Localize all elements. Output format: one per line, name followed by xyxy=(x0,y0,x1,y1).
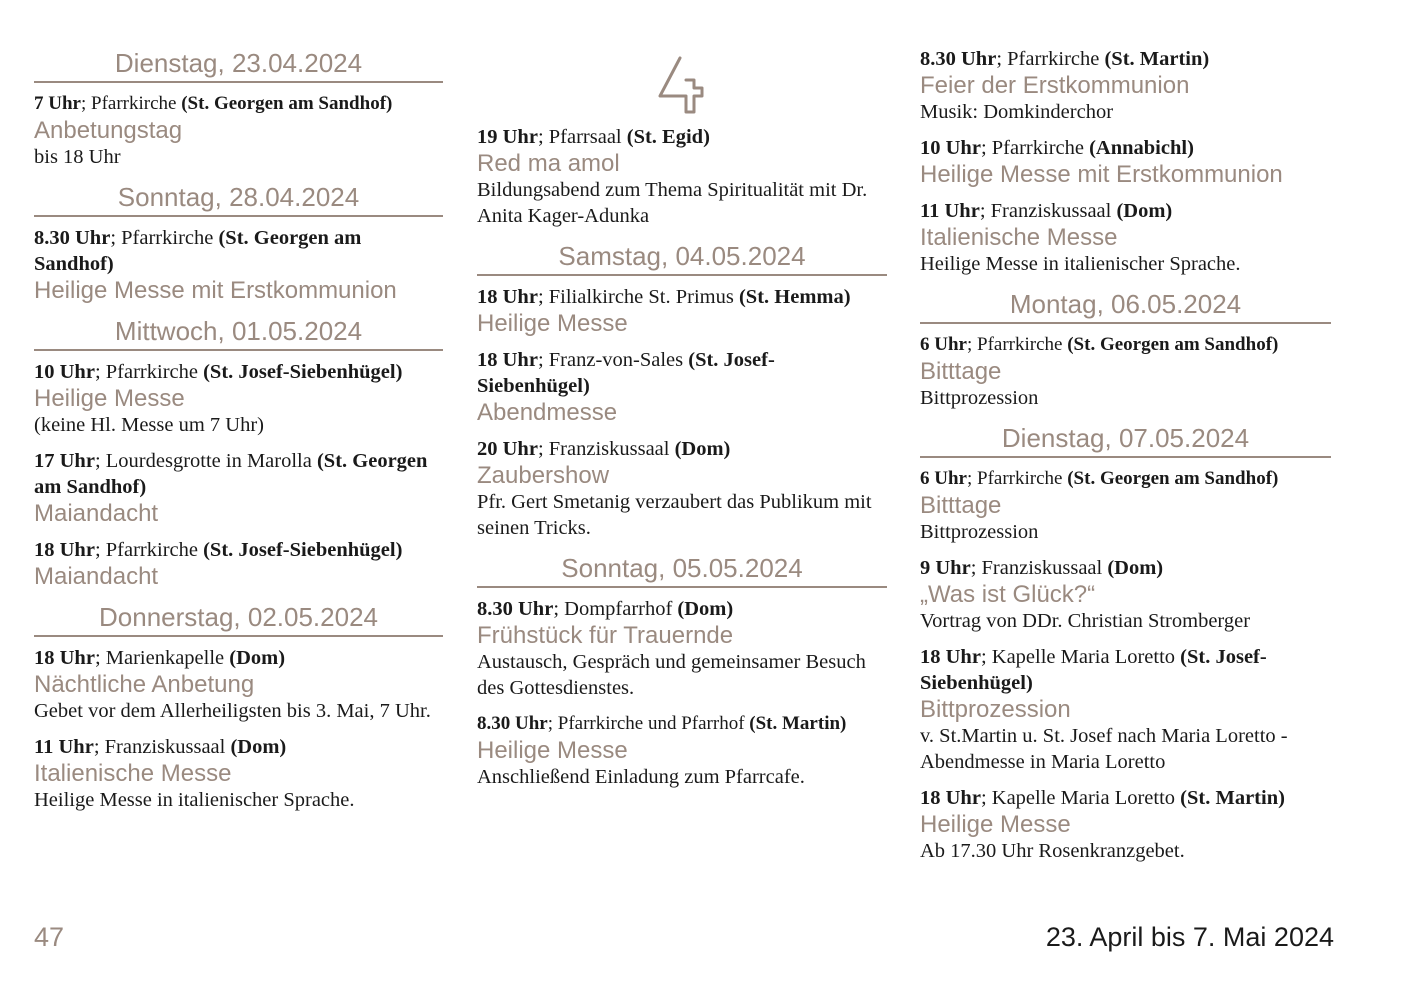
day-block xyxy=(34,180,443,304)
event-entry xyxy=(34,448,443,527)
event-meta xyxy=(920,785,1331,811)
event-place: Pfarrkirche xyxy=(977,468,1068,489)
event-description: Austausch, Gespräch und gemeinsamer Besuch des Gottesdienstes. xyxy=(477,651,866,699)
day-block xyxy=(477,551,887,790)
event-title: Anbetungstag xyxy=(34,117,183,144)
event-description: Bittprozession xyxy=(920,521,1039,543)
event-description: Bildungsabend zum Thema Spiritualität mit Dr. Anita Kager-Adunka xyxy=(477,179,868,227)
event-entry xyxy=(477,284,887,337)
event-title: Zaubershow xyxy=(477,462,610,489)
event-time: 17 Uhr xyxy=(34,450,95,472)
event-parish: (St. Martin) xyxy=(1180,787,1285,809)
event-place: Marienkapelle xyxy=(105,647,230,669)
event-parish: (St. Josef-Siebenhügel) xyxy=(203,361,403,383)
event-separator: ; xyxy=(979,200,991,222)
event-time: 9 Uhr xyxy=(920,557,971,579)
event-place: Pfarrkirche xyxy=(91,93,182,114)
event-title: Heilige Messe mit Erstkommunion xyxy=(920,161,1283,188)
event-meta xyxy=(34,91,443,117)
event-entry xyxy=(920,785,1331,864)
event-separator: ; xyxy=(537,286,549,308)
event-meta xyxy=(920,332,1331,358)
event-time: 10 Uhr xyxy=(34,361,95,383)
event-description: Heilige Messe in italienischer Sprache. xyxy=(34,789,355,811)
event-time: 8.30 Uhr xyxy=(477,598,554,620)
event-parish: (St. Georgen am Sandhof) xyxy=(34,450,428,498)
event-parish: (St. Georgen am Sandhof) xyxy=(1067,468,1279,489)
event-parish: (St. Georgen am Sandhof) xyxy=(181,93,393,114)
event-meta xyxy=(34,537,443,563)
event-title: Maiandacht xyxy=(34,500,159,527)
day-block xyxy=(920,46,1331,277)
event-entry xyxy=(34,645,443,724)
event-parish: (Dom) xyxy=(677,598,734,620)
event-meta xyxy=(920,198,1331,224)
event-separator: ; xyxy=(547,713,558,734)
event-parish: (St. Georgen am Sandhof) xyxy=(1067,334,1279,355)
event-place: Franziskussaal xyxy=(104,736,231,758)
event-description: (keine Hl. Messe um 7 Uhr) xyxy=(34,414,265,436)
date-heading: Donnerstag, 02.05.2024 xyxy=(34,600,443,637)
event-separator: ; xyxy=(966,334,978,355)
event-entry xyxy=(920,135,1331,188)
column-2 xyxy=(477,46,887,800)
event-time: 11 Uhr xyxy=(920,200,980,222)
event-meta xyxy=(477,436,887,462)
event-parish: (St. Hemma) xyxy=(738,286,851,308)
event-meta xyxy=(477,596,887,622)
event-meta xyxy=(920,644,1331,696)
event-separator: ; xyxy=(94,361,106,383)
event-place: Franziskussaal xyxy=(548,438,675,460)
event-meta xyxy=(477,124,887,150)
event-place: Lourdesgrotte in Marolla xyxy=(105,450,317,472)
event-parish: (St. Egid) xyxy=(626,126,710,148)
event-time: 8.30 Uhr xyxy=(477,713,548,734)
event-time: 8.30 Uhr xyxy=(34,227,111,249)
event-time: 18 Uhr xyxy=(920,787,981,809)
event-entry xyxy=(34,734,443,813)
event-place: Pfarrkirche und Pfarrhof xyxy=(557,713,750,734)
day-block xyxy=(34,46,443,170)
event-parish: (St. Josef-Siebenhügel) xyxy=(477,349,775,397)
event-separator: ; xyxy=(93,736,105,758)
event-place: Pfarrkirche xyxy=(991,137,1090,159)
event-title: Feier der Erstkommunion xyxy=(920,72,1190,99)
day-block xyxy=(477,124,887,229)
event-entry xyxy=(920,644,1331,775)
event-time: 7 Uhr xyxy=(34,93,81,114)
event-parish: (St. Martin) xyxy=(749,713,847,734)
event-place: Filialkirche St. Primus xyxy=(548,286,739,308)
event-time: 18 Uhr xyxy=(34,647,95,669)
number-four-cross-icon xyxy=(656,54,708,116)
event-meta xyxy=(920,555,1331,581)
event-title: Abendmesse xyxy=(477,399,618,426)
event-separator: ; xyxy=(94,539,106,561)
event-separator: ; xyxy=(970,557,982,579)
event-description: Anschließend Einladung zum Pfarrcafe. xyxy=(477,766,805,788)
event-entry xyxy=(920,46,1331,125)
event-meta xyxy=(34,225,443,277)
event-title: Heilige Messe xyxy=(34,385,185,412)
event-parish: (Dom) xyxy=(674,438,731,460)
event-time: 10 Uhr xyxy=(920,137,981,159)
date-heading: Sonntag, 28.04.2024 xyxy=(34,180,443,217)
event-parish: (St. Josef-Siebenhügel) xyxy=(920,646,1267,694)
event-separator: ; xyxy=(980,137,992,159)
event-place: Pfarrkirche xyxy=(977,334,1068,355)
event-meta xyxy=(34,359,443,385)
event-title: Red ma amol xyxy=(477,150,620,177)
event-meta xyxy=(477,284,887,310)
event-time: 18 Uhr xyxy=(477,286,538,308)
event-title: Italienische Messe xyxy=(920,224,1118,251)
event-title: Heilige Messe xyxy=(920,811,1071,838)
event-meta xyxy=(920,46,1331,72)
date-range: 23. April bis 7. Mai 2024 xyxy=(1045,922,1334,952)
event-separator: ; xyxy=(553,598,565,620)
event-description: Vortrag von DDr. Christian Stromberger xyxy=(920,610,1251,632)
event-title: Italienische Messe xyxy=(34,760,232,787)
event-place: Franziskussaal xyxy=(981,557,1108,579)
event-title: Maiandacht xyxy=(34,563,159,590)
event-separator: ; xyxy=(980,646,992,668)
event-meta xyxy=(920,135,1331,161)
event-title: Bittprozession xyxy=(920,696,1071,723)
day-block xyxy=(34,314,443,590)
event-title: Heilige Messe xyxy=(477,310,628,337)
event-title: Heilige Messe mit Erstkommunion xyxy=(34,277,397,304)
event-place: Franziskussaal xyxy=(990,200,1117,222)
event-separator: ; xyxy=(980,787,992,809)
date-heading: Mittwoch, 01.05.2024 xyxy=(34,314,443,351)
event-separator: ; xyxy=(537,349,549,371)
event-time: 20 Uhr xyxy=(477,438,538,460)
event-entry xyxy=(477,124,887,229)
event-entry xyxy=(34,91,443,170)
event-parish: (St. Martin) xyxy=(1104,48,1210,70)
event-entry xyxy=(477,436,887,541)
column-1 xyxy=(34,46,443,823)
event-place: Dompfarrhof xyxy=(564,598,678,620)
event-separator: ; xyxy=(996,48,1008,70)
event-separator: ; xyxy=(94,647,106,669)
event-separator: ; xyxy=(966,468,978,489)
event-place: Pfarrkirche xyxy=(1007,48,1105,70)
event-time: 19 Uhr xyxy=(477,126,538,148)
day-block xyxy=(477,239,887,541)
event-meta xyxy=(920,466,1331,492)
event-time: 18 Uhr xyxy=(477,349,538,371)
event-entry xyxy=(920,198,1331,277)
event-meta xyxy=(34,645,443,671)
event-time: 6 Uhr xyxy=(920,334,967,355)
event-time: 18 Uhr xyxy=(34,539,95,561)
column-3 xyxy=(920,46,1331,874)
event-place: Pfarrsaal xyxy=(548,126,627,148)
event-parish: (Dom) xyxy=(1107,557,1164,579)
event-entry xyxy=(34,359,443,438)
event-parish: (St. Georgen am Sandhof) xyxy=(34,227,362,275)
event-parish: (Dom) xyxy=(229,647,286,669)
event-parish: (Dom) xyxy=(1116,200,1173,222)
event-title: Bitttage xyxy=(920,358,1002,385)
day-block xyxy=(920,421,1331,864)
event-parish: (Annabichl) xyxy=(1089,137,1194,159)
event-meta xyxy=(477,347,887,399)
event-entry xyxy=(920,555,1331,634)
page-number: 47 xyxy=(34,922,65,952)
date-heading: Samstag, 04.05.2024 xyxy=(477,239,887,276)
event-description: Pfr. Gert Smetanig verzaubert das Publikum mit seinen Tricks. xyxy=(477,491,872,539)
day-block xyxy=(920,287,1331,411)
event-entry xyxy=(477,347,887,426)
date-heading: Dienstag, 23.04.2024 xyxy=(34,46,443,83)
event-place: Kapelle Maria Loretto xyxy=(991,787,1181,809)
event-description: Bittprozession xyxy=(920,387,1039,409)
event-time: 18 Uhr xyxy=(920,646,981,668)
event-place: Kapelle Maria Loretto xyxy=(991,646,1181,668)
event-entry xyxy=(920,332,1331,411)
event-description: Gebet vor dem Allerheiligsten bis 3. Mai, 7 Uhr. xyxy=(34,700,431,722)
event-entry xyxy=(34,225,443,304)
event-time: 8.30 Uhr xyxy=(920,48,997,70)
event-entry xyxy=(477,711,887,790)
event-separator: ; xyxy=(110,227,122,249)
event-place: Pfarrkirche xyxy=(121,227,219,249)
event-entry xyxy=(477,596,887,701)
event-place: Pfarrkirche xyxy=(105,361,204,383)
event-parish: (St. Josef-Siebenhügel) xyxy=(203,539,403,561)
event-description: v. St.Martin u. St. Josef nach Maria Loretto - Abendmesse in Maria Loretto xyxy=(920,725,1288,773)
event-entry xyxy=(920,466,1331,545)
event-title: Nächtliche Anbetung xyxy=(34,671,255,698)
event-title: Bitttage xyxy=(920,492,1002,519)
event-meta xyxy=(34,734,443,760)
day-block xyxy=(34,600,443,813)
event-place: Franz-von-Sales xyxy=(548,349,689,371)
event-description: bis 18 Uhr xyxy=(34,146,121,168)
event-separator: ; xyxy=(80,93,92,114)
event-separator: ; xyxy=(537,438,549,460)
event-title: Frühstück für Trauernde xyxy=(477,622,734,649)
event-title: Heilige Messe xyxy=(477,737,628,764)
date-heading: Dienstag, 07.05.2024 xyxy=(920,421,1331,458)
event-separator: ; xyxy=(537,126,549,148)
event-description: Musik: Domkinderchor xyxy=(920,101,1114,123)
event-time: 6 Uhr xyxy=(920,468,967,489)
event-time: 11 Uhr xyxy=(34,736,94,758)
event-meta xyxy=(34,448,443,500)
event-parish: (Dom) xyxy=(230,736,287,758)
event-entry xyxy=(34,537,443,590)
event-place: Pfarrkirche xyxy=(105,539,204,561)
date-heading: Sonntag, 05.05.2024 xyxy=(477,551,887,588)
event-description: Ab 17.30 Uhr Rosenkranzgebet. xyxy=(920,840,1185,862)
event-title: „Was ist Glück?“ xyxy=(920,581,1096,608)
event-separator: ; xyxy=(94,450,106,472)
date-heading: Montag, 06.05.2024 xyxy=(920,287,1331,324)
event-meta xyxy=(477,711,887,737)
event-description: Heilige Messe in italienischer Sprache. xyxy=(920,253,1241,275)
